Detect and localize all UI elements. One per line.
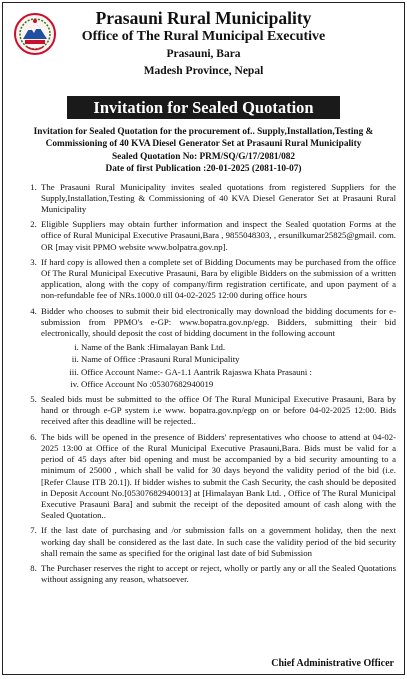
clause-text: Bidder who chooses to submit their bid electronically may download the bidding documents for e-submission from PPMO's e-GP: www.bopatra.gov.np/egp. Bidders, submitting their bid electronically, should deposit the cost of bidding document in the following account: [41, 305, 396, 339]
bank-detail-item: iii. Office Account Name:- GA-1.1 Aantrik Rajaswa Khata Prasauni :: [81, 367, 396, 378]
clause-text: The Prasauni Rural Municipality invites sealed quotations from registered Suppliers for the Supply,Installation,Testing & Commissioning of 40 KVA Diesel Generator Set at Prasauni Rural Municipality: [41, 181, 396, 215]
intro-text: Invitation for Sealed Quotation for the procurement of.. Supply,Installation,Testing & Commissioning of 40 KVA Diesel Generator Set at Prasauni Rural Municipality: [33, 127, 374, 150]
publication-date: Date of first Publication :20-01-2025 (2081-10-07): [105, 164, 302, 175]
header: [9, 8, 398, 96]
clause-text: If hard copy is allowed then a complete set of Bidding Documents may be purchased from the office Of The Rural Municipal Executive Prasauni, Bara by eligible Bidders on the submission of a written application, along with the copy of company/firm registration certificate, and upon payment of a non-refundable fee of NRs.1000.0 till 04-02-2025 12:00 during office hours: [41, 256, 396, 301]
clause-text: Sealed bids must be submitted to the office Of The Rural Municipal Executive Prasauni, Bara by hand or through e-GP system i.e www. bopatra.gov.np/egp on or before 04-02-2025 12:00. Bids received after this deadline will be rejected..: [41, 394, 396, 427]
clause-item: [39, 525, 396, 559]
clause-item: [39, 257, 396, 302]
clause-item: [39, 219, 396, 253]
clause-item: [39, 394, 396, 428]
clause-text: Eligible Suppliers may obtain further information and inspect the Sealed quotation Forms at the office of Rural Municipal Executive Prasauni,Bara , 9855048303, , ersunilkumar25825@gmail. com. OR [may visit PPMO website www.bolpatra.gov.np].: [41, 219, 396, 252]
province-name: Madesh Province, Nepal: [143, 65, 264, 77]
clause-text: The bids will be opened in the presence of Bidders' representatives who choose to attend at 04-02-2025 13:00 at Office of the Rural Municipal Executive Prasauni,Bara. Bids must be valid for a period of 45 days after bid opening and must be accompanied by a bid security amounting to a minimum of 25000 , which shall be valid for 30 days beyond the validity period of the bid (i.e. [Refer Clause ITB 20.1]). If bidder wishes to submit the Cash Security, the cash should be deposited in Deposit Account No.[05307682940013] at [Himalayan Bank Ltd. , Office of The Rural Municipal Executive Prasauni Bara] and submit the receipt of the deposited amount of cash along with the Sealed Quotation..: [41, 431, 396, 521]
notice-page: [2, 2, 405, 675]
clause-text: If the last date of purchasing and /or submission falls on a government holiday, then the next working day shall be considered as the last date. In such case the validity period of the bid security shall remain the same as specified for the original last date of bid Submission: [41, 525, 396, 558]
clause-item: [39, 306, 396, 390]
clause-item: [39, 563, 396, 585]
municipality-name: Prasauni Rural Municipality: [95, 8, 312, 28]
notice-title-banner: Invitation for Sealed Quotation: [67, 96, 340, 119]
place-name: Prasauni, Bara: [166, 48, 241, 60]
clause-item: [39, 182, 396, 216]
office-name: Office of The Rural Municipal Executive: [81, 29, 326, 44]
bank-detail-item: ii. Name of Office :Prasauni Rural Municipality: [81, 354, 396, 365]
clause-text: The Purchaser reserves the right to accept or reject, wholly or partly any or all the Sealed Quotations without assigning any reason, whatsoever.: [41, 562, 396, 585]
bank-detail-item: iv. Office Account No :05307682940019: [81, 379, 396, 390]
bank-detail-item: i. Name of the Bank :Himalayan Bank Ltd.: [81, 342, 396, 353]
clause-item: [39, 432, 396, 522]
nepal-government-emblem-icon: [13, 12, 57, 56]
quotation-number: Sealed Quotation No: PRM/SQ/G/17/2081/082: [111, 151, 296, 162]
signature-title: Chief Administrative Officer: [271, 658, 394, 669]
bank-details-list: [41, 342, 396, 390]
clause-list: [9, 182, 398, 586]
